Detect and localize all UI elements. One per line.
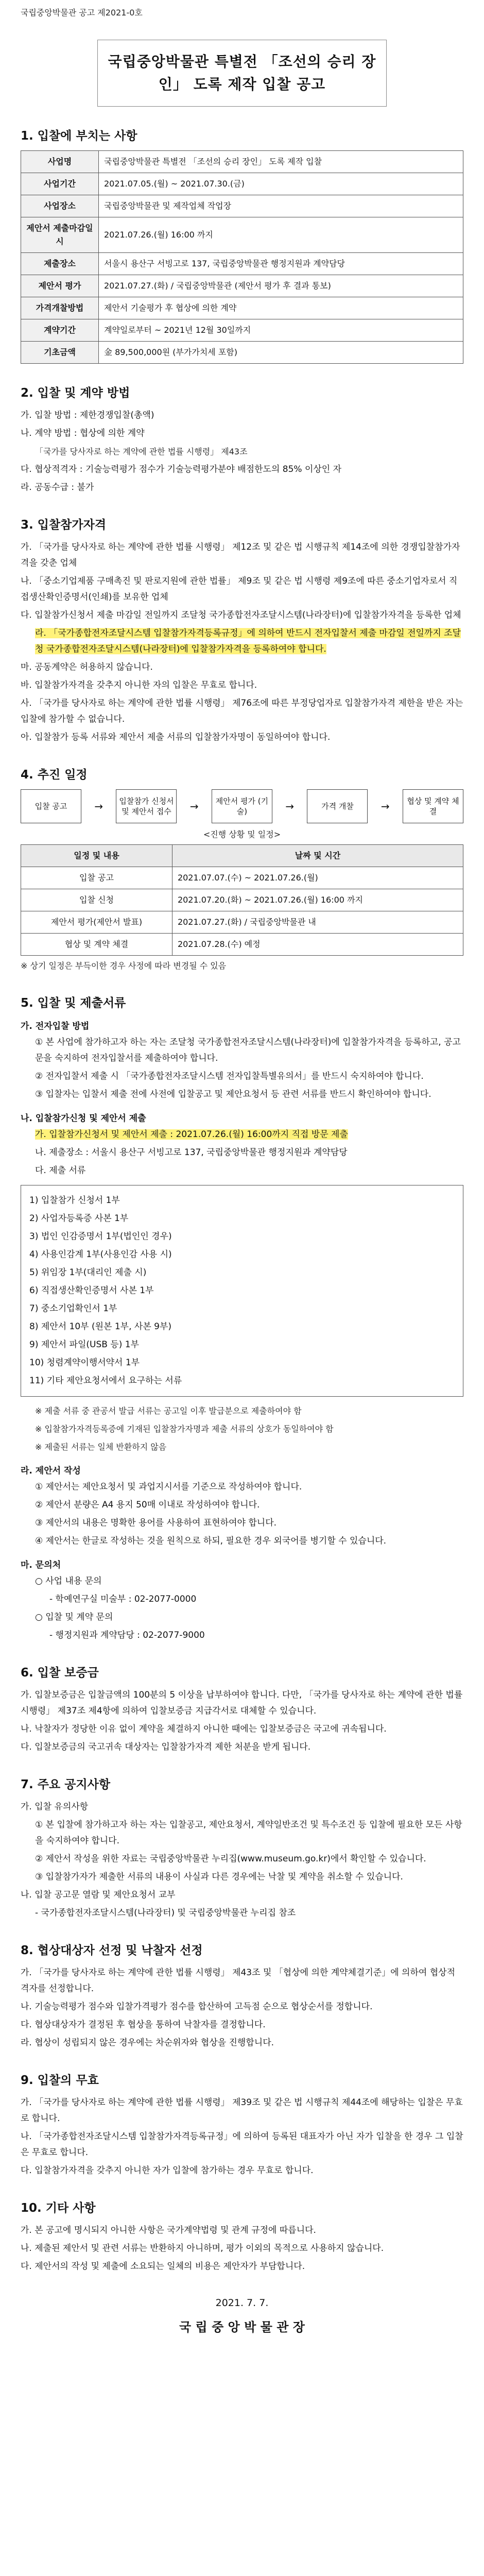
summary-row [21, 319, 463, 342]
schedule-row [21, 911, 463, 934]
summary-label: 가격개찰방법 [21, 297, 99, 319]
s2-item: 가. 입찰 방법 : 제한경쟁입찰(총액) [21, 410, 154, 420]
summary-value: 서울시 용산구 서빙고로 137, 국립중앙박물관 행정지원과 계약담당 [99, 253, 463, 275]
s10-item: 나. 제출된 제안서 및 관련 서류는 반환하지 아니하며, 평가 이외의 목적으로 사용하지 않습니다. [21, 2243, 384, 2253]
summary-value: 국립중앙박물관 특별전 「조선의 승리 장인」 도록 제작 입찰 [99, 151, 463, 173]
arrow-right-icon: → [94, 800, 103, 812]
summary-value: 金 89,500,000원 (부가가치세 포함) [99, 342, 463, 364]
schedule-col-header: 날짜 및 시간 [172, 845, 463, 867]
summary-row [21, 173, 463, 195]
arrow-right-icon: → [381, 800, 390, 812]
section-6-body [21, 1687, 463, 1755]
section-1-title: 1. 입찰에 부치는 사항 [21, 129, 137, 143]
s5-c-item: ① 제안서는 제안요청서 및 과업지시서를 기준으로 작성하여야 합니다. [35, 1482, 302, 1492]
section-8-title: 8. 협상대상자 선정 및 낙찰자 선정 [21, 1944, 203, 1957]
schedule-row [21, 867, 463, 889]
summary-label: 사업기간 [21, 173, 99, 195]
s2-item: 라. 공동수급 : 불가 [21, 482, 94, 493]
s5-a-item: ③ 입찰자는 입찰서 제출 전에 사전에 입찰공고 및 제안요청서 등 관련 서류를 반드시 확인하여야 합니다. [35, 1089, 431, 1099]
schedule-table [21, 844, 463, 956]
schedule-date: 2021.07.07.(수) ~ 2021.07.26.(월) [172, 867, 463, 889]
flow-step: 제안서 평가 (기술) [212, 789, 272, 823]
required-docs-box [21, 1185, 463, 1397]
s5-d-list [21, 1573, 463, 1643]
summary-table [21, 150, 463, 364]
summary-label: 제안서 평가 [21, 275, 99, 297]
summary-value: 2021.07.05.(월) ~ 2021.07.30.(금) [99, 173, 463, 195]
s7-item: - 국가종합전자조달시스템(나라장터) 및 국립중앙박물관 누리집 참조 [35, 1908, 296, 1918]
s6-item: 가. 입찰보증금은 입찰금액의 100분의 5 이상을 납부하여야 합니다. 다만, 「국가를 당사자로 하는 계약에 관한 법률 시행령」 제37조 제4항에 의하여 입찰보증금 지급각서로 대체할 수 있습니다. [21, 1690, 463, 1716]
summary-row [21, 342, 463, 364]
doc-item: 4) 사용인감계 1부(사용인감 사용 시) [29, 1249, 172, 1260]
s5-c-list [21, 1479, 463, 1549]
s5-a-list [21, 1035, 463, 1103]
summary-row [21, 275, 463, 297]
summary-value: 2021.07.27.(화) / 국립중앙박물관 (제안서 평가 후 결과 통보) [99, 275, 463, 297]
issuing-organization: 국 립 중 앙 박 물 관 장 [179, 2320, 305, 2334]
flow-step: 입찰참가 신청서 및 제안서 접수 [116, 789, 177, 823]
s9-item: 가. 「국가를 당사자로 하는 계약에 관한 법률 시행령」 제39조 및 같은 법 시행규칙 제44조에 해당하는 입찰은 무효로 합니다. [21, 2097, 463, 2124]
summary-row [21, 297, 463, 319]
summary-label: 기초금액 [21, 342, 99, 364]
doc-item: 2) 사업자등록증 사본 1부 [29, 1213, 129, 1224]
s5-b-item: 가. 입찰참가신청서 및 제안서 제출 : 2021.07.26.(월) 16:00까지 직접 방문 제출 [35, 1129, 348, 1140]
schedule-item: 입찰 신청 [21, 889, 172, 911]
s8-item: 나. 기술능력평가 점수와 입찰가격평가 점수를 합산하여 고득점 순으로 협상순서를 정합니다. [21, 2002, 373, 2012]
summary-label: 계약기간 [21, 319, 99, 342]
s5-b-note: ※ 제출된 서류는 일체 반환하지 않음 [35, 1442, 167, 1452]
s5-a-item: ② 전자입찰서 제출 시 「국가종합전자조달시스템 전자입찰특별유의서」를 반드시 숙지하여야 합니다. [35, 1071, 424, 1081]
flow-step: 가격 개찰 [307, 789, 368, 823]
summary-label: 제출장소 [21, 253, 99, 275]
flow-caption: <진행 상황 및 일정> [203, 829, 281, 839]
s10-item: 가. 본 공고에 명시되지 아니한 사항은 국가계약법령 및 관계 규정에 따릅니다. [21, 2225, 316, 2235]
summary-row [21, 253, 463, 275]
s3-item: 라. 「국가종합전자조달시스템 입찰참가자격등록규정」에 의하여 반드시 전자입찰서 제출 마감일 전일까지 조달청 국가종합전자조달시스템(나라장터)에 입찰참가자격을 등록하여야 합니다. [35, 628, 461, 654]
s5-c-item: ④ 제안서는 한글로 작성하는 것을 원칙으로 하되, 필요한 경우 외국어를 병기할 수 있습니다. [35, 1536, 387, 1546]
summary-value: 제안서 기술평가 후 협상에 의한 계약 [99, 297, 463, 319]
s2-item: 「국가를 당사자로 하는 계약에 관한 법률 시행령」 제43조 [35, 447, 248, 456]
s7-item: ① 본 입찰에 참가하고자 하는 자는 입찰공고, 제안요청서, 계약일반조건 및 특수조건 등 입찰에 필요한 모든 사항을 숙지하여야 합니다. [35, 1820, 462, 1846]
section-9-body [21, 2095, 463, 2179]
s3-item: 사. 「국가를 당사자로 하는 계약에 관한 법률 시행령」 제76조에 따른 부정당업자로 입찰참가자격 제한을 받은 자는 입찰에 참가할 수 없습니다. [21, 698, 463, 724]
arrow-right-icon: → [189, 800, 199, 812]
schedule-row [21, 934, 463, 956]
doc-item: 7) 중소기업확인서 1부 [29, 1303, 117, 1314]
s7-item: 나. 입찰 공고문 열람 및 제안요청서 교부 [21, 1890, 176, 1900]
s2-item: 다. 협상적격자 : 기술능력평가 점수가 기술능력평가분야 배점한도의 85% 이상인 자 [21, 464, 342, 474]
s8-item: 가. 「국가를 당사자로 하는 계약에 관한 법률 시행령」 제43조 및 「협상에 의한 계약체결기준」에 의하여 협상적격자를 선정합니다. [21, 1968, 455, 1994]
doc-item: 9) 제안서 파일(USB 등) 1부 [29, 1340, 139, 1350]
doc-item: 8) 제안서 10부 (원본 1부, 사본 9부) [29, 1321, 172, 1332]
summary-value: 2021.07.26.(월) 16:00 까지 [99, 217, 463, 253]
schedule-flow [21, 789, 463, 823]
contact-item: ○ 사업 내용 문의 [35, 1576, 102, 1586]
section-8-body [21, 1965, 463, 2051]
s10-item: 다. 제안서의 작성 및 제출에 소요되는 일체의 비용은 제안자가 부담합니다. [21, 2261, 305, 2272]
doc-item: 1) 입찰참가 신청서 1부 [29, 1195, 120, 1206]
contact-item: - 행정지원과 계약담당 : 02-2077-9000 [49, 1630, 205, 1640]
s5-sub-a: 가. 전자입찰 방법 [21, 1021, 90, 1031]
summary-label: 사업명 [21, 151, 99, 173]
schedule-col-header: 일정 및 내용 [21, 845, 172, 867]
page-title: 국립중앙박물관 특별전 「조선의 승리 장인」 도록 제작 입찰 공고 [97, 40, 387, 107]
s5-sub-b: 나. 입찰참가신청 및 제안서 제출 [21, 1113, 146, 1124]
s7-item: 가. 입찰 유의사항 [21, 1802, 89, 1812]
summary-row [21, 217, 463, 253]
s9-item: 나. 「국가종합전자조달시스템 입찰참가자격등록규정」에 의하여 등록된 대표자가 아닌 자가 입찰을 한 경우 그 입찰은 무효로 합니다. [21, 2131, 463, 2158]
schedule-row [21, 889, 463, 911]
s3-item: 아. 입찰참가 등록 서류와 제안서 제출 서류의 입찰참가자명이 동일하여야 합니다. [21, 732, 331, 742]
section-6-title: 6. 입찰 보증금 [21, 1666, 99, 1680]
section-3-body [21, 539, 463, 745]
summary-value: 계약일로부터 ~ 2021년 12월 30일까지 [99, 319, 463, 342]
s9-item: 다. 입찰참가자격을 갖추지 아니한 자가 입찰에 참가하는 경우 무효로 합니다. [21, 2165, 314, 2176]
doc-item: 6) 직접생산확인증명서 사본 1부 [29, 1285, 154, 1296]
s5-c-item: ② 제안서 분량은 A4 용지 50매 이내로 작성하여야 합니다. [35, 1500, 260, 1510]
schedule-note: ※ 상기 일정은 부득이한 경우 사정에 따라 변경될 수 있음 [21, 961, 227, 971]
s3-item: 나. 「중소기업제품 구매촉진 및 판로지원에 관한 법률」 제9조 및 같은 법 시행령 제9조에 따른 중소기업자로서 직접생산확인증명서(인쇄)를 보유한 업체 [21, 576, 458, 602]
s5-b-list [21, 1127, 463, 1455]
s3-item: 다. 입찰참가신청서 제출 마감일 전일까지 조달청 국가종합전자조달시스템(나라장터)에 입찰참가자격을 등록한 업체 [21, 610, 461, 620]
s3-item: 마. 공동계약은 허용하지 않습니다. [21, 662, 153, 672]
doc-item: 10) 청렴계약이행서약서 1부 [29, 1358, 140, 1368]
s8-item: 라. 협상이 성립되지 않은 경우에는 차순위자와 협상을 진행합니다. [21, 2038, 274, 2048]
s6-item: 나. 낙찰자가 정당한 이유 없이 계약을 체결하지 아니한 때에는 입찰보증금은 국고에 귀속됩니다. [21, 1724, 387, 1734]
s3-item: 바. 입찰참가자격을 갖추지 아니한 자의 입찰은 무효로 합니다. [21, 680, 257, 690]
schedule-item: 협상 및 계약 체결 [21, 934, 172, 956]
section-4-title: 4. 추진 일정 [21, 768, 88, 782]
s5-b-item: 나. 제출장소 : 서울시 용산구 서빙고로 137, 국립중앙박물관 행정지원과 계약담당 [35, 1147, 348, 1158]
s2-item: 나. 계약 방법 : 협상에 의한 계약 [21, 428, 145, 438]
schedule-date: 2021.07.20.(화) ~ 2021.07.26.(월) 16:00 까지 [172, 889, 463, 911]
notice-date: 2021. 7. 7. [215, 2297, 269, 2309]
schedule-date: 2021.07.28.(수) 예정 [172, 934, 463, 956]
summary-row [21, 151, 463, 173]
summary-row [21, 195, 463, 217]
s5-sub-d: 마. 문의처 [21, 1560, 61, 1570]
summary-label: 제안서 제출마감일시 [21, 217, 99, 253]
schedule-item: 제안서 평가(제안서 발표) [21, 911, 172, 934]
section-7-body [21, 1799, 463, 1921]
summary-label: 사업장소 [21, 195, 99, 217]
arrow-right-icon: → [285, 800, 295, 812]
s5-b-note: ※ 입찰참가자격등록증에 기재된 입찰참가자명과 제출 서류의 상호가 동일하여야 함 [35, 1424, 334, 1434]
doc-item: 11) 기타 제안요청서에서 요구하는 서류 [29, 1376, 182, 1386]
flow-step: 입찰 공고 [21, 789, 81, 823]
s7-item: ③ 입찰참가자가 제출한 서류의 내용이 사실과 다른 경우에는 낙찰 및 계약을 취소할 수 있습니다. [35, 1872, 403, 1882]
s6-item: 다. 입찰보증금의 국고귀속 대상자는 입찰참가자격 제한 처분을 받게 됩니다. [21, 1742, 311, 1752]
section-3-title: 3. 입찰참가자격 [21, 518, 107, 532]
contact-item: ○ 입찰 및 계약 문의 [35, 1612, 113, 1622]
section-2-title: 2. 입찰 및 계약 방법 [21, 386, 130, 400]
summary-value: 국립중앙박물관 및 제작업체 작업장 [99, 195, 463, 217]
contact-item: - 학예연구실 미술부 : 02-2077-0000 [49, 1594, 197, 1604]
schedule-item: 입찰 공고 [21, 867, 172, 889]
s5-sub-c: 라. 제안서 작성 [21, 1466, 81, 1476]
s5-a-item: ① 본 사업에 참가하고자 하는 자는 조달청 국가종합전자조달시스템(나라장터)에 입찰참가자격을 등록하고, 공고문을 숙지하여 전자입찰서를 제출하여야 합니다. [35, 1037, 461, 1063]
section-2-body [21, 408, 463, 496]
flow-step: 협상 및 계약 체결 [403, 789, 463, 823]
section-10-body [21, 2223, 463, 2275]
s8-item: 다. 협상대상자가 결정된 후 협상을 통하여 낙찰자를 결정합니다. [21, 2020, 266, 2030]
section-9-title: 9. 입찰의 무효 [21, 2074, 99, 2087]
section-10-title: 10. 기타 사항 [21, 2201, 96, 2215]
schedule-date: 2021.07.27.(화) / 국립중앙박물관 내 [172, 911, 463, 934]
s5-b-note: ※ 제출 서류 중 관공서 발급 서류는 공고일 이후 발급분으로 제출하여야 함 [35, 1406, 302, 1416]
s7-item: ② 제안서 작성을 위한 자료는 국립중앙박물관 누리집(www.museum.go.kr)에서 확인할 수 있습니다. [35, 1854, 426, 1864]
notice-number: 국립중앙박물관 공고 제2021-0호 [21, 8, 143, 18]
section-7-title: 7. 주요 공지사항 [21, 1778, 111, 1791]
s5-c-item: ③ 제안서의 내용은 명확한 용어를 사용하여 표현하여야 합니다. [35, 1518, 277, 1528]
s5-b-item: 다. 제출 서류 [35, 1165, 86, 1176]
s3-item: 가. 「국가를 당사자로 하는 계약에 관한 법률 시행령」 제12조 및 같은 법 시행규칙 제14조에 의한 경쟁입찰참가자격을 갖춘 업체 [21, 542, 460, 568]
doc-item: 3) 법인 인감증명서 1부(법인인 경우) [29, 1231, 172, 1242]
doc-item: 5) 위임장 1부(대리인 제출 시) [29, 1267, 147, 1278]
section-5-title: 5. 입찰 및 제출서류 [21, 996, 126, 1010]
